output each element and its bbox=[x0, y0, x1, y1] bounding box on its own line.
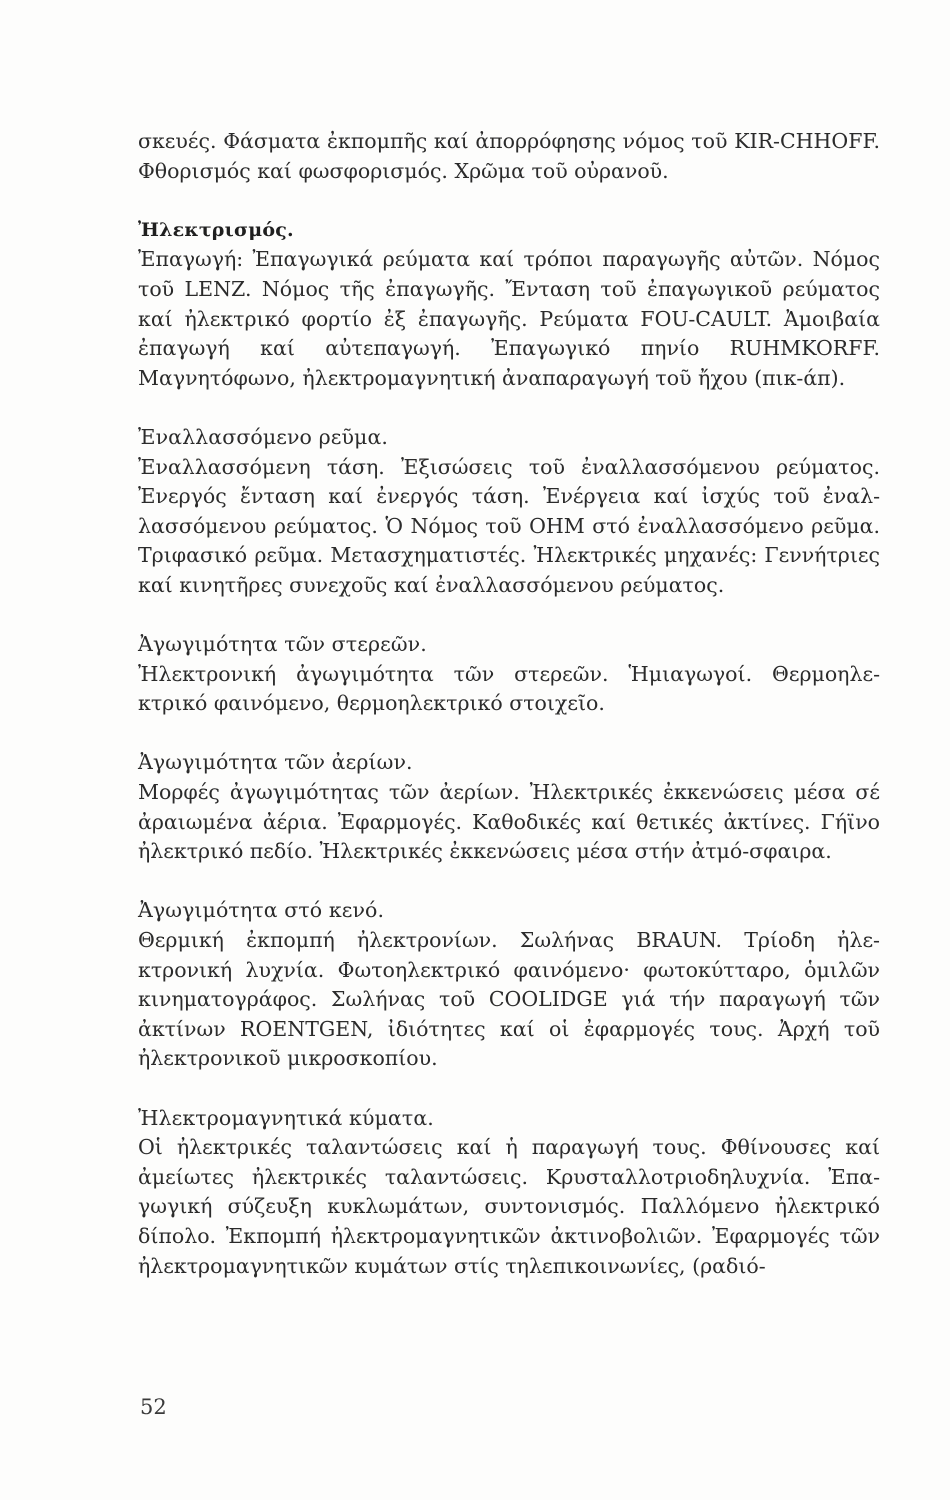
section-ac-text: Ἐναλλασσόμενη τάση. Ἐξισώσεις τοῦ ἐναλλασσόμενου ρεύματος. Ἐνεργός ἔνταση καί ἐνεργός τάση. Ἐνέργεια καί ἰσχύς τοῦ ἐναλ-λασσόμενου ρεύματος. Ὁ Νόμος τοῦ OHM στό ἐναλλασσόμενο ρεῦμα. Τριφασικό ρεῦμα. Μετασχηματιστές. Ἠλεκτρικές μηχανές: Γεννήτριες καί κινητῆρες συνεχοῦς καί ἐναλλασσόμενου ρεύματος. bbox=[138, 454, 880, 597]
section-vacuum-text: Θερμική ἐκπομπή ἠλεκτρονίων. Σωλήνας BRAUN. Τρίοδη ἠλε-κτρονική λυχνία. Φωτοηλεκτρικό φαινόμενο· φωτοκύτταρο, ὁμιλῶν κινηματογράφος. Σωλήνας τοῦ COOLIDGE γιά τήν παραγωγή τῶν ἀκτίνων ROENTGEN, ἰδιότητες καί οἱ ἐφαρμογές τους. Ἀρχή τοῦ ἠλεκτρονικοῦ μικροσκοπίου. bbox=[138, 928, 880, 1071]
section-vacuum-title: Ἀγωγιμότητα στό κενό. bbox=[138, 898, 385, 923]
spacer bbox=[138, 867, 880, 897]
spacer bbox=[138, 719, 880, 749]
section-em-waves-text: Οἱ ἠλεκτρικές ταλαντώσεις καί ἡ παραγωγή τους. Φθίνουσες καί ἀμείωτες ἠλεκτρικές ταλαντώσεις. Κρυσταλλοτριοδηλυχνία. Ἐπα-γωγική σύζευξη κυκλωμάτων, συντονισμός. Παλλόμενο ἠλεκτρικό δίπολο. Ἐκπομπή ἠλεκτρομαγνητικῶν ἀκτινοβολιῶν. Ἐφαρμογές τῶν ἠλεκτρομαγνητικῶν κυμάτων στίς τηλεπικοινωνίες, (ραδιό- bbox=[138, 1135, 880, 1278]
section-ac-title: Ἐναλλασσόμενο ρεῦμα. bbox=[138, 424, 389, 449]
section-solids-text: Ἠλεκτρονική ἀγωγιμότητα τῶν στερεῶν. Ἡμιαγωγοί. Θερμοηλε-κτρικό φαινόμενο, θερμοηλεκτρικό στοιχεῖο. bbox=[138, 661, 880, 716]
section-solids-title: Ἀγωγιμότητα τῶν στερεῶν. bbox=[138, 632, 427, 657]
spacer bbox=[138, 601, 880, 631]
section-gases-text: Μορφές ἀγωγιμότητας τῶν ἀερίων. Ἠλεκτρικές ἐκκενώσεις μέσα σέ ἀραιωμένα ἀέρια. Ἐφαρμογές. Καθοδικές καί θετικές ἀκτίνες. Γήϊνο ἠλεκτρικό πεδίο. Ἠλεκτρικές ἐκκενώσεις μέσα στήν ἀτμό-σφαιρα. bbox=[138, 780, 880, 864]
section-induction-text: Ἐπαγωγή: Ἐπαγωγικά ρεύματα καί τρόποι παραγωγῆς αὐτῶν. Νόμος τοῦ LENZ. Νόμος τῆς ἐπαγωγῆς. Ἔνταση τοῦ ἐπαγωγικοῦ ρεύματος καί ἠλεκτρικό φορτίο ἐξ ἐπαγωγῆς. Ρεύματα FOU-CAULT. Ἀμοιβαία ἐπαγωγή καί αὐτεπαγωγή. Ἐπαγωγικό πηνίο RUHMKORFF. Μαγνητόφωνο, ἠλεκτρομαγνητική ἀναπαραγωγή τοῦ ἤχου (πικ-άπ). bbox=[138, 247, 880, 390]
spacer bbox=[138, 393, 880, 423]
page-number: 52 bbox=[140, 1395, 167, 1419]
spacer bbox=[138, 186, 880, 216]
section-em-waves-title: Ἠλεκτρομαγνητικά κύματα. bbox=[138, 1105, 434, 1130]
intro-paragraph: σκευές. Φάσματα ἐκπομπῆς καί ἀπορρόφησης νόμος τοῦ KIR-CHHOFF. Φθορισμός καί φωσφορισμός. Χρῶμα τοῦ οὐρανοῦ. bbox=[138, 129, 880, 183]
section-gases-title: Ἀγωγιμότητα τῶν ἀερίων. bbox=[138, 750, 413, 775]
spacer bbox=[138, 1074, 880, 1104]
main-heading: Ἠλεκτρισμός. bbox=[138, 218, 294, 241]
body-text bbox=[138, 127, 880, 1281]
